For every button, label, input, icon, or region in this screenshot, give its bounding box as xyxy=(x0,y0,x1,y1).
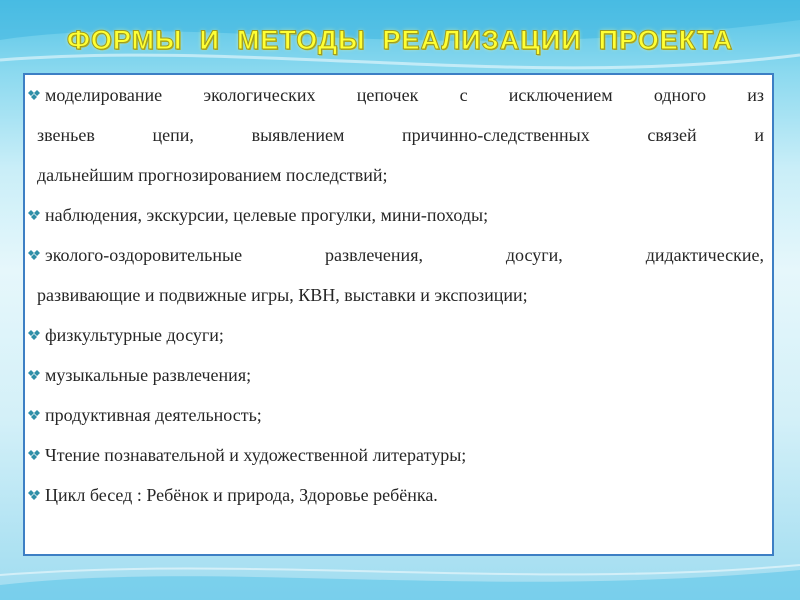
content-box xyxy=(23,73,774,556)
bullet-text-continued: звеньев цепи, выявлением причинно-следственных связей и xyxy=(37,125,764,145)
bullet-item xyxy=(27,75,764,195)
slide-title: ФОРМЫ И МЕТОДЫ РЕАЛИЗАЦИИ ПРОЕКТА xyxy=(66,25,734,55)
diamond-bullet-icon xyxy=(27,235,43,275)
diamond-bullet-icon xyxy=(27,315,43,355)
bullet-text: эколого-оздоровительные развлечения, досуги, дидактические, xyxy=(45,245,764,265)
diamond-bullet-icon xyxy=(27,395,43,435)
diamond-bullet-icon xyxy=(27,75,43,115)
bullet-text-continued: развивающие и подвижные игры, КВН, выставки и экспозиции; xyxy=(37,285,528,305)
bullet-item xyxy=(27,395,764,435)
bullet-text: моделирование экологических цепочек с исключением одного из xyxy=(45,85,764,105)
diamond-bullet-icon xyxy=(27,435,43,475)
bullet-item xyxy=(27,435,764,475)
bullet-text: продуктивная деятельность; xyxy=(45,405,262,425)
bullet-text: Цикл бесед : Ребёнок и природа, Здоровье ребёнка. xyxy=(45,485,438,505)
bullet-text: наблюдения, экскурсии, целевые прогулки, мини-походы; xyxy=(45,205,489,225)
bullet-text: музыкальные развлечения; xyxy=(45,365,252,385)
bullet-text: физкультурные досуги; xyxy=(45,325,224,345)
bullet-text-continued: дальнейшим прогнозированием последствий; xyxy=(37,165,388,185)
bullet-text: Чтение познавательной и художественной литературы; xyxy=(45,445,467,465)
bullet-item xyxy=(27,475,764,515)
bullet-list xyxy=(25,75,776,515)
bullet-item xyxy=(27,235,764,315)
diamond-bullet-icon xyxy=(27,355,43,395)
bullet-item xyxy=(27,315,764,355)
bullet-item xyxy=(27,195,764,235)
diamond-bullet-icon xyxy=(27,475,43,515)
bullet-item xyxy=(27,355,764,395)
diamond-bullet-icon xyxy=(27,195,43,235)
